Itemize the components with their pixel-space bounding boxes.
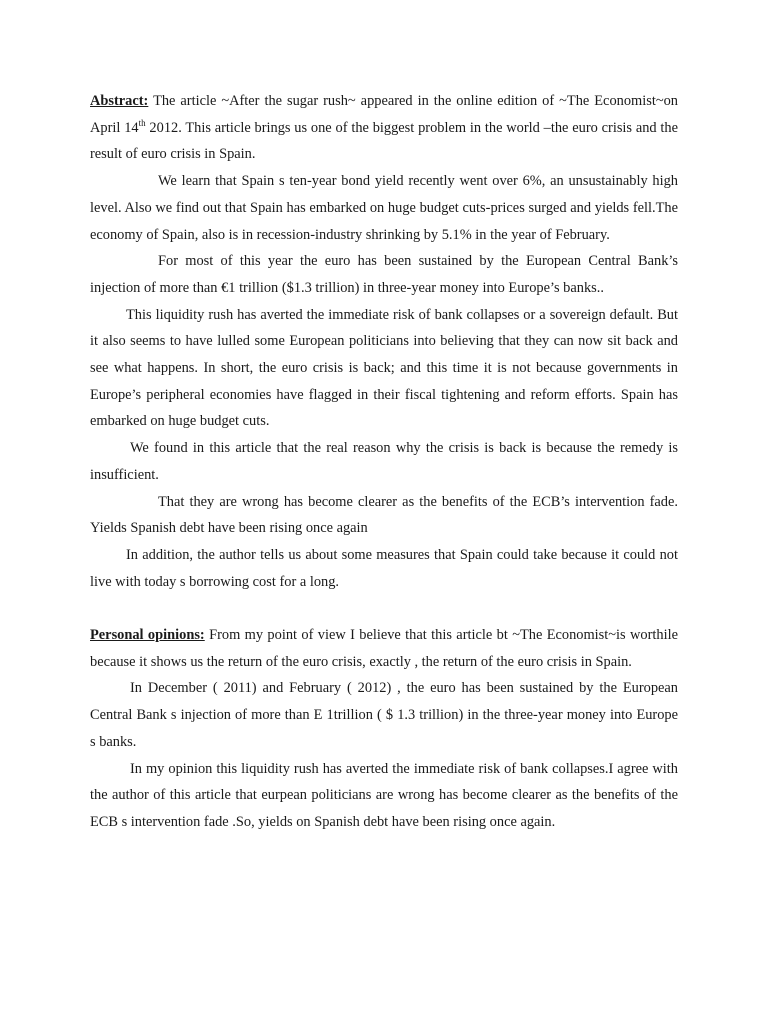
abstract-paragraph-7: In addition, the author tells us about some measures that Spain could take because it could not live with today s borrowing cost for a long. — [90, 546, 678, 590]
abstract-label: Abstract: — [90, 93, 149, 109]
abstract-paragraph-6: That they are wrong has become clearer as the benefits of the ECB’s intervention fade. Yields Spanish debt have been rising once again — [90, 493, 678, 537]
abstract-p1-superscript: th — [138, 117, 146, 128]
opinions-label: Personal opinions: — [90, 627, 205, 644]
opinions-paragraph-3: In my opinion this liquidity rush has averted the immediate risk of bank collapses.I agree with the author of this article that eurpean politicians are wrong has become clearer as the benefits of the ECB s intervention fade .So, yields on Spanish debt have been rising once again. — [90, 760, 678, 830]
abstract-paragraph-1 — [90, 88, 678, 168]
opinions-paragraph-1 — [90, 622, 678, 675]
section-spacer — [90, 595, 678, 622]
abstract-paragraph-4: This liquidity rush has averted the immediate risk of bank collapses or a sovereign default. But it also seems to have lulled some European politicians into believing that they can now sit back and see what happens. In short, the euro crisis is back; and this time it is not because governments in Europe’s peripheral economies have flagged in their fiscal tightening and reform efforts. Spain has embarked on huge budget cuts. — [90, 306, 678, 430]
abstract-paragraph-5: We found in this article that the real reason why the crisis is back is because the remedy is insufficient. — [90, 440, 678, 483]
opinions-paragraph-2: In December ( 2011) and February ( 2012) , the euro has been sustained by the European Central Bank s injection of more than E 1trillion ( $ 1.3 trillion) in the three-year money into Europe s banks. — [90, 680, 678, 750]
document-page — [90, 88, 678, 836]
abstract-p1-text-b: 2012. This article brings us one of the biggest problem in the world –the euro crisis and the result of euro crisis in Spain. — [90, 119, 679, 163]
abstract-paragraph-2: We learn that Spain s ten-year bond yield recently went over 6%, an unsustainably high level. Also we find out that Spain has embarked on huge budget cuts-prices surged and yields fell.The economy of Spain, also is in recession-industry shrinking by 5.1% in the year of February. — [90, 173, 678, 243]
abstract-p1-text-a: The article ~After the sugar rush~ appeared in the online edition of ~The Economist~on April 14 — [90, 93, 678, 136]
abstract-paragraph-3: For most of this year the euro has been sustained by the European Central Bank’s injection of more than €1 trillion ($1.3 trillion) in three-year money into Europe’s banks.. — [90, 253, 678, 296]
opinions-p1-text: From my point of view I believe that this article bt ~The Economist~is worthile because it shows us the return of the euro crisis, exactly , the return of the euro crisis in Spain. — [90, 627, 678, 670]
